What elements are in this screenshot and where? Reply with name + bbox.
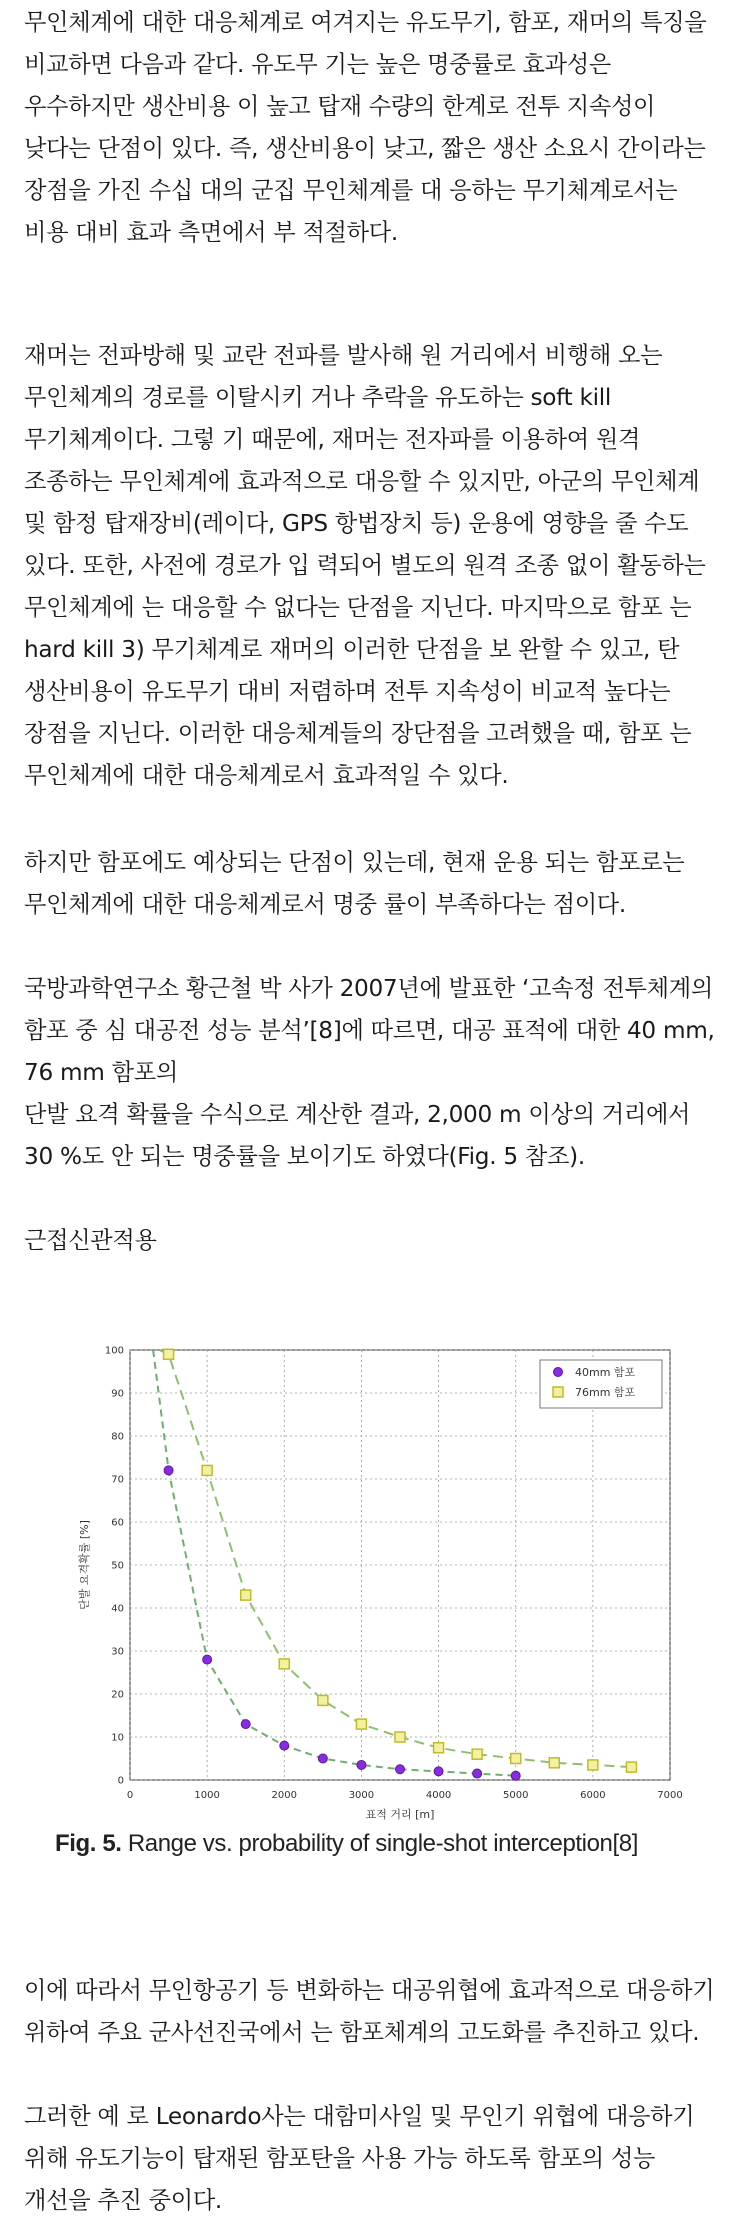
y-tick-label: 70 bbox=[111, 1474, 124, 1486]
data-point-76mm bbox=[318, 1695, 328, 1705]
data-point-76mm bbox=[588, 1760, 598, 1770]
data-point-40mm bbox=[473, 1769, 482, 1778]
x-tick-label: 4000 bbox=[425, 1790, 452, 1801]
legend-marker-40mm bbox=[554, 1368, 563, 1377]
paragraph-add-study: 국방과학연구소 황근철 박 사가 2007년에 발표한 ‘고속정 전투체계의 함포 중 심 대공전 성능 분석’[8]에 따르면, 대공 표적에 대한 40 mm, 76 mm 함포의 bbox=[24, 975, 715, 1086]
data-point-76mm bbox=[472, 1749, 482, 1759]
y-tick-label: 100 bbox=[104, 1345, 124, 1357]
data-point-76mm bbox=[395, 1732, 405, 1742]
x-tick-label: 2000 bbox=[271, 1790, 298, 1801]
x-axis-label: 표적 거리 [m] bbox=[365, 1808, 435, 1821]
data-point-76mm bbox=[434, 1743, 444, 1753]
data-point-76mm bbox=[356, 1719, 366, 1729]
figure-caption-label: Fig. 5. bbox=[55, 1830, 122, 1857]
data-point-40mm bbox=[164, 1466, 173, 1475]
figure-caption bbox=[55, 1830, 638, 1858]
data-point-76mm bbox=[626, 1762, 636, 1772]
y-tick-label: 80 bbox=[111, 1431, 124, 1443]
data-point-40mm bbox=[280, 1741, 289, 1750]
data-point-76mm bbox=[164, 1349, 174, 1359]
y-tick-label: 30 bbox=[111, 1646, 124, 1658]
range-probability-chart bbox=[50, 1325, 690, 1845]
data-point-76mm bbox=[511, 1754, 521, 1764]
paragraph-gun-weakness: 하지만 함포에도 예상되는 단점이 있는데, 현재 운용 되는 함포로는 무인체계에 대한 대응체계로서 명중 률이 부족하다는 점이다. bbox=[24, 849, 685, 918]
legend-label: 76mm 함포 bbox=[575, 1386, 636, 1399]
paragraph-leonardo: 그러한 예 로 Leonardo사는 대함미사일 및 무인기 위협에 대응하기 위해 유도기능이 탑재된 함포탄을 사용 가능 하도록 함포의 성능 개선을 추진 중이다. bbox=[24, 2103, 695, 2214]
data-point-76mm bbox=[241, 1590, 251, 1600]
x-tick-label: 7000 bbox=[657, 1790, 683, 1801]
legend-label: 40mm 함포 bbox=[575, 1366, 636, 1379]
x-tick-label: 3000 bbox=[348, 1790, 375, 1801]
paragraph-advanced-nations: 이에 따라서 무인항공기 등 변화하는 대공위협에 효과적으로 대응하기 위하여 주요 군사선진국에서 는 함포체계의 고도화를 추진하고 있다. bbox=[24, 1977, 715, 2046]
data-point-40mm bbox=[511, 1771, 520, 1780]
y-tick-label: 0 bbox=[117, 1775, 124, 1787]
y-tick-label: 40 bbox=[111, 1603, 124, 1615]
paragraph-intro: 무인체계에 대한 대응체계로 여겨지는 유도무기, 함포, 재머의 특징을 비교하면 다음과 같다. 유도무 기는 높은 명중률로 효과성은 우수하지만 생산비용 이 높고 탑재 수량의 한계로 전투 지속성이 낮다는 단점이 있다. 즉, 생산비용이 낮고, 짧은 생산 소요시 간이라는 장점을 가진 수십 대의 군집 무인체계를 대 응하는 무기체계로서는 비용 대비 효과 측면에서 부 적절하다. bbox=[24, 9, 707, 246]
y-axis-label: 단발 요격확률 [%] bbox=[78, 1520, 91, 1610]
data-point-40mm bbox=[396, 1765, 405, 1774]
x-tick-label: 1000 bbox=[194, 1790, 220, 1801]
y-tick-label: 10 bbox=[111, 1732, 124, 1744]
y-tick-label: 60 bbox=[111, 1517, 124, 1529]
paragraph-proximity-fuze: 근접신관적용 bbox=[24, 1227, 157, 1254]
figure-caption-text: Range vs. probability of single-shot interception[8] bbox=[121, 1830, 638, 1857]
data-point-76mm bbox=[549, 1758, 559, 1768]
y-tick-label: 20 bbox=[111, 1689, 124, 1701]
data-point-40mm bbox=[318, 1754, 327, 1763]
data-point-76mm bbox=[202, 1465, 212, 1475]
y-tick-label: 50 bbox=[111, 1560, 124, 1572]
data-point-40mm bbox=[241, 1720, 250, 1729]
paragraph-calculation: 단발 요격 확률을 수식으로 계산한 결과, 2,000 m 이상의 거리에서 30 %도 안 되는 명중률을 보이기도 하였다(Fig. 5 참조). bbox=[24, 1101, 691, 1170]
legend-marker-76mm bbox=[553, 1387, 563, 1397]
data-point-76mm bbox=[279, 1659, 289, 1669]
x-tick-label: 5000 bbox=[502, 1790, 529, 1801]
figure-chart bbox=[50, 1325, 690, 1845]
x-tick-label: 0 bbox=[126, 1790, 134, 1801]
paragraph-jammer: 재머는 전파방해 및 교란 전파를 발사해 원 거리에서 비행해 오는 무인체계의 경로를 이탈시키 거나 추락을 유도하는 soft kill 무기체계이다. 그렇 기 때문에, 재머는 전자파를 이용하여 원격 조종하는 무인체계에 효과적으로 대응할 수 있지만, 아군의 무인체계 및 함정 탑재장비(레이다, GPS 항법장치 등) 운용에 영향을 줄 수도 있다. 또한, 사전에 경로가 입 력되어 별도의 원격 조종 없이 활동하는 무인체계에 는 대응할 수 없다는 단점을 지닌다. 마지막으로 함포 는 hard kill 3) 무기체계로 재머의 이러한 단점을 보 완할 수 있고, 탄 생산비용이 유도무기 대비 저렴하며 전투 지속성이 비교적 높다는 장점을 지닌다. 이러한 대응체계들의 장단점을 고려했을 때, 함포 는 무인체계에 대한 대응체계로서 효과적일 수 있다. bbox=[24, 342, 706, 789]
x-tick-label: 6000 bbox=[580, 1790, 606, 1801]
data-point-40mm bbox=[357, 1760, 366, 1769]
data-point-40mm bbox=[434, 1767, 443, 1776]
y-tick-label: 90 bbox=[111, 1388, 124, 1400]
data-point-40mm bbox=[203, 1655, 212, 1664]
